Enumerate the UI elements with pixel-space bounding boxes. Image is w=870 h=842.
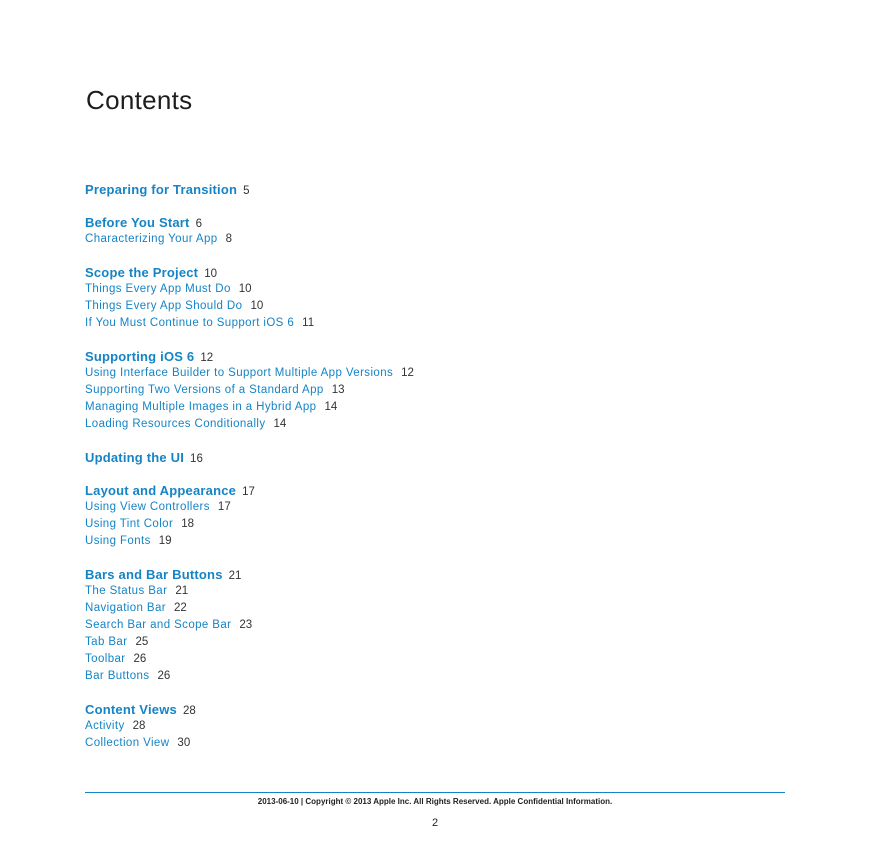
toc-entry-link[interactable] <box>85 382 785 399</box>
toc-entry-link[interactable] <box>85 583 785 600</box>
toc-entry-page: 10 <box>238 283 252 295</box>
toc-entry-page: 26 <box>133 653 147 665</box>
toc-entry-title: Using Tint Color <box>85 518 174 530</box>
toc-section <box>85 701 785 752</box>
toc-entry-title: Activity <box>85 720 125 732</box>
toc-entry-title: Characterizing Your App <box>85 233 218 245</box>
toc-entry-title: Managing Multiple Images in a Hybrid App <box>85 401 317 413</box>
toc-entry-page: 25 <box>135 636 149 648</box>
toc-entry-link[interactable] <box>85 651 785 668</box>
toc-entry-page: 13 <box>331 384 345 396</box>
toc-entry-page: 26 <box>157 670 171 682</box>
footer-divider <box>85 792 785 793</box>
toc-entry-link[interactable] <box>85 634 785 651</box>
toc-section <box>85 566 785 685</box>
toc-chapter-title: Before You Start <box>85 215 190 230</box>
toc-chapter-link[interactable] <box>85 348 785 365</box>
toc-entry-link[interactable] <box>85 668 785 685</box>
toc-entry-link[interactable] <box>85 298 785 315</box>
toc-entry-title: Supporting Two Versions of a Standard App <box>85 384 324 396</box>
toc-entry-title: Search Bar and Scope Bar <box>85 619 232 631</box>
toc-entry-link[interactable] <box>85 617 785 634</box>
toc-chapter-link[interactable] <box>85 701 785 718</box>
toc-entry-page: 14 <box>273 418 287 430</box>
toc-entry-page: 22 <box>174 602 187 614</box>
toc-entry-page: 12 <box>401 367 414 379</box>
toc-entry-page: 10 <box>250 300 264 312</box>
toc-section <box>85 348 785 433</box>
page-title: Contents <box>86 85 193 115</box>
toc-chapter-page: 6 <box>195 218 202 230</box>
toc-chapter-page: 5 <box>243 185 250 197</box>
toc-chapter-page: 17 <box>242 486 255 498</box>
table-of-contents <box>85 181 785 768</box>
toc-entry-link[interactable] <box>85 416 785 433</box>
toc-entry-link[interactable] <box>85 600 785 617</box>
toc-entry-title: If You Must Continue to Support iOS 6 <box>85 317 295 329</box>
toc-entry-title: Using Interface Builder to Support Multiple App Versions <box>85 367 394 379</box>
toc-chapter-link[interactable] <box>85 449 785 466</box>
toc-entry-link[interactable] <box>85 533 785 550</box>
toc-entry-title: Things Every App Must Do <box>85 283 231 295</box>
toc-entry-link[interactable] <box>85 735 785 752</box>
toc-chapter-title: Content Views <box>85 702 177 717</box>
toc-entry-page: 19 <box>158 535 172 547</box>
toc-entry-link[interactable] <box>85 231 785 248</box>
toc-chapter-link[interactable] <box>85 566 785 583</box>
toc-chapter-link[interactable] <box>85 181 785 198</box>
toc-section <box>85 181 785 198</box>
toc-entry-page: 21 <box>175 585 189 597</box>
toc-chapter-link[interactable] <box>85 482 785 499</box>
footer-copyright: 2013-06-10 | Copyright © 2013 Apple Inc. All Rights Reserved. Apple Confidential Information. <box>257 797 613 806</box>
toc-section <box>85 449 785 466</box>
toc-entry-page: 11 <box>302 317 315 329</box>
toc-entry-title: The Status Bar <box>85 585 168 597</box>
toc-chapter-title: Supporting iOS 6 <box>85 349 195 364</box>
toc-entry-title: Bar Buttons <box>85 670 150 682</box>
toc-chapter-page: 28 <box>182 705 196 717</box>
toc-chapter-page: 12 <box>200 352 214 364</box>
toc-chapter-page: 21 <box>228 570 242 582</box>
toc-chapter-page: 10 <box>204 268 218 280</box>
toc-section <box>85 482 785 550</box>
toc-entry-page: 14 <box>324 401 338 413</box>
toc-chapter-title: Layout and Appearance <box>85 483 237 498</box>
toc-entry-page: 28 <box>132 720 146 732</box>
toc-entry-link[interactable] <box>85 315 785 332</box>
toc-entry-link[interactable] <box>85 499 785 516</box>
toc-entry-title: Using Fonts <box>85 535 151 547</box>
toc-entry-title: Toolbar <box>85 653 126 665</box>
toc-entry-page: 23 <box>239 619 253 631</box>
toc-entry-title: Navigation Bar <box>85 602 167 614</box>
toc-entry-page: 30 <box>177 737 191 749</box>
page-number: 2 <box>431 817 439 829</box>
toc-entry-title: Things Every App Should Do <box>85 300 243 312</box>
toc-chapter-title: Preparing for Transition <box>85 182 238 197</box>
toc-entry-link[interactable] <box>85 718 785 735</box>
toc-entry-title: Loading Resources Conditionally <box>85 418 266 430</box>
toc-entry-link[interactable] <box>85 365 785 382</box>
toc-entry-page: 17 <box>217 501 231 513</box>
toc-chapter-link[interactable] <box>85 214 785 231</box>
toc-section <box>85 214 785 248</box>
toc-chapter-page: 16 <box>190 453 203 465</box>
toc-chapter-link[interactable] <box>85 264 785 281</box>
toc-entry-page: 8 <box>225 233 232 245</box>
toc-chapter-title: Updating the UI <box>85 450 185 465</box>
toc-entry-link[interactable] <box>85 516 785 533</box>
toc-chapter-title: Scope the Project <box>85 265 199 280</box>
toc-entry-link[interactable] <box>85 281 785 298</box>
toc-entry-title: Tab Bar <box>85 636 128 648</box>
toc-chapter-title: Bars and Bar Buttons <box>85 567 223 582</box>
toc-entry-title: Using View Controllers <box>85 501 210 513</box>
toc-entry-link[interactable] <box>85 399 785 416</box>
toc-entry-title: Collection View <box>85 737 170 749</box>
toc-entry-page: 18 <box>181 518 195 530</box>
toc-section <box>85 264 785 332</box>
